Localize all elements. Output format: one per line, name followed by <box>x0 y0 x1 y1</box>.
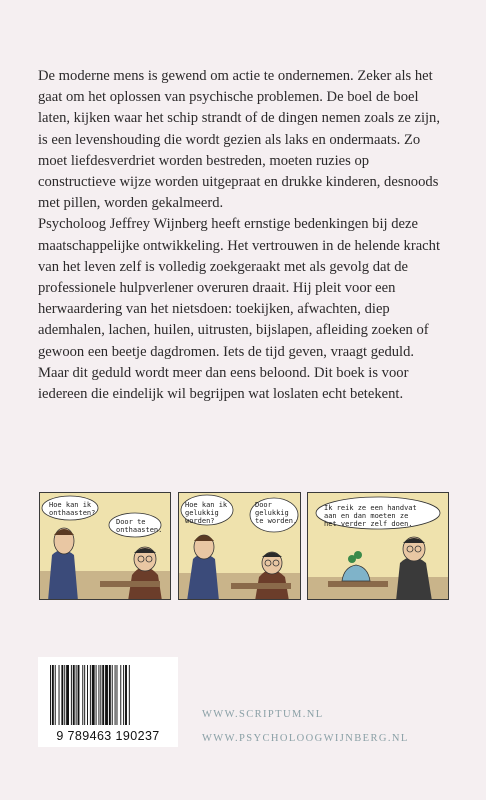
barcode-bar <box>66 665 69 725</box>
barcode-bar <box>109 665 111 725</box>
comic-panel-2 <box>178 492 301 600</box>
barcode-bar <box>117 665 118 725</box>
barcode-bar <box>52 665 54 725</box>
barcode-bar <box>82 665 83 725</box>
barcode-bar <box>115 665 116 725</box>
back-cover-blurb <box>38 66 448 405</box>
barcode-bar <box>55 665 56 725</box>
barcode-bar <box>87 665 88 725</box>
isbn-barcode <box>38 657 178 747</box>
barcode-bar <box>92 665 95 725</box>
comic-panel-1 <box>39 492 171 600</box>
barcode-bar <box>129 665 130 725</box>
barcode-bar <box>50 665 51 725</box>
barcode-bar <box>71 665 72 725</box>
barcode-bar <box>98 665 99 725</box>
barcode-bar <box>61 665 63 725</box>
comic-strip <box>39 492 449 600</box>
barcode-bar <box>100 665 101 725</box>
barcode-bar <box>123 665 124 725</box>
barcode-bar <box>105 665 108 725</box>
website-links <box>202 703 409 751</box>
barcode-bar <box>78 665 80 725</box>
comic-panel-1-bubble-1: Hoe kan ik onthaasten? <box>49 501 96 517</box>
comic-panel-2-bubble-1: Hoe kan ik gelukkig worden? <box>185 501 228 525</box>
barcode-bar <box>120 665 121 725</box>
barcode-bar <box>125 665 127 725</box>
barcode-bar <box>59 665 60 725</box>
barcode-bar <box>73 665 75 725</box>
blurb-paragraph-2: Psycholoog Jeffrey Wijnberg heeft ernstige bedenkingen bij deze maatschappelijke ontwikkeling. Het vertrouwen in de helende kracht van het leven zelf is volledig zoekgeraakt met als gevolg dat de professionele hulpverlener overuren draait. Hij pleit voor een herwaardering van het nietsdoen: toekijken, afwachten, diep ademhalen, lachen, huilen, uitrusten, bijslapen, afleiding zoeken of gewoon een beetje dagdromen. Iets de tijd geven, vraagt geduld. Maar dit geduld wordt meer dan eens beloond. Dit boek is voor iedereen die eindelijk wil begrijpen wat loslaten echt betekent. <box>38 216 440 403</box>
blurb-paragraph-1: De moderne mens is gewend om actie te ondernemen. Zeker als het gaat om het oplossen van psychische problemen. De boel de boel laten, kijken waar het schip strandt of de dingen nemen zoals ze zijn, is een levenshouding die wordt gezien als laks en ondermaats. Zo moet liefdesverdriet worden bestreden, moeten ruzies op constructieve wijze worden uitgepraat en drukke kinderen, desnoods met pillen, worden gekalmeerd. <box>38 68 440 212</box>
barcode-bar <box>102 665 104 725</box>
barcode-bars <box>48 665 168 727</box>
comic-panel-3 <box>307 492 449 600</box>
barcode-bar <box>64 665 65 725</box>
comic-panel-1-bubble-2: Door te onthaasten. <box>116 518 163 534</box>
comic-panel-2-bubble-2: Door gelukkig te worden. <box>255 501 298 525</box>
isbn-number: 9 789463 190237 <box>56 729 160 743</box>
barcode-bar <box>84 665 85 725</box>
comic-panel-3-bubble-1: Ik reik ze een handvat aan en dan moeten ze het verder zelf doen. <box>324 504 417 528</box>
barcode-bar <box>112 665 113 725</box>
url-psycholoogwijnberg[interactable]: WWW.PSYCHOLOOGWIJNBERG.NL <box>202 733 409 744</box>
barcode-bar <box>96 665 97 725</box>
barcode-bar <box>76 665 77 725</box>
url-scriptum[interactable]: WWW.SCRIPTUM.NL <box>202 709 324 720</box>
barcode-bar <box>90 665 91 725</box>
